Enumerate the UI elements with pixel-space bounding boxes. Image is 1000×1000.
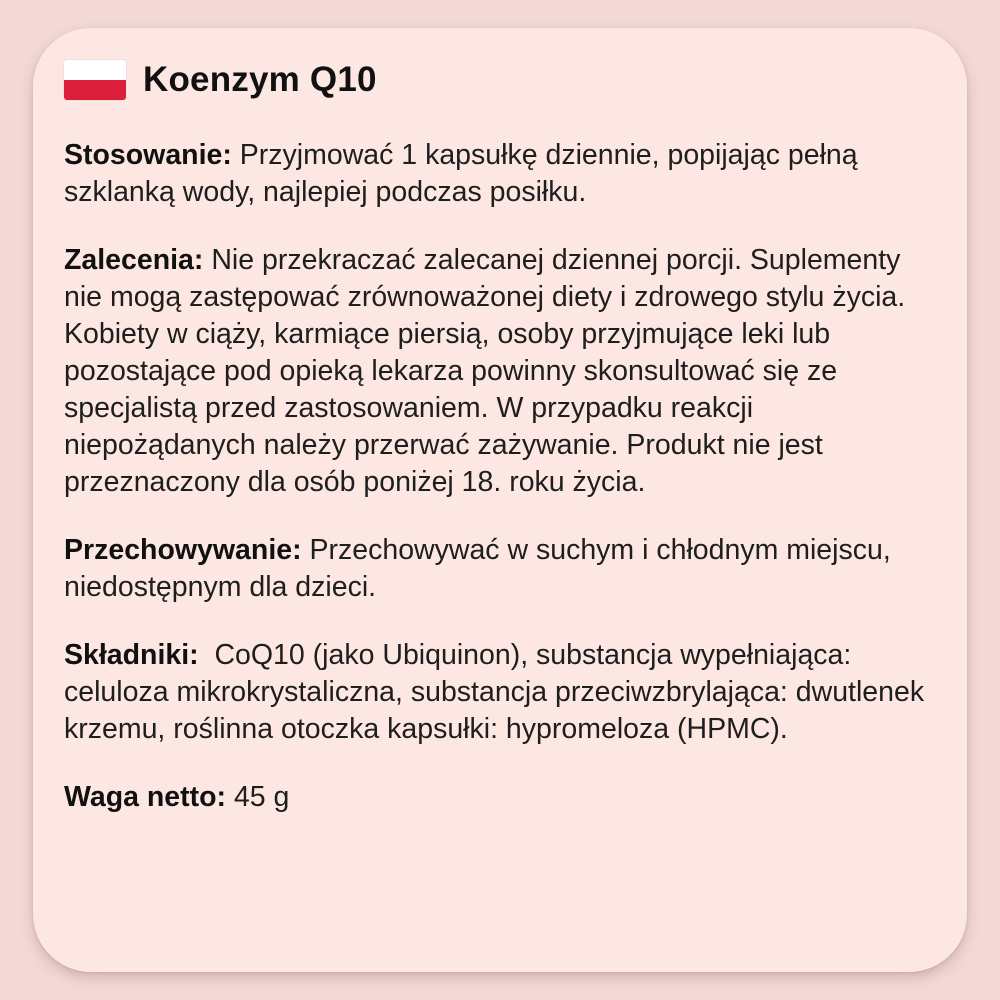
section-stosowanie	[64, 137, 937, 211]
section-text: Nie przekraczać zalecanej dziennej porcji. Suplementy nie mogą zastępować zrównoważonej diety i zdrowego stylu życia. Kobiety w ciąży, karmiące piersią, osoby przyjmujące leki lub pozostające pod opieką lekarza powinny skonsultować się ze specjalistą przed zastosowaniem. W przypadku reakcji niepożądanych należy przerwać zażywanie. Produkt nie jest przeznaczony dla osób poniżej 18. roku życia.	[64, 244, 906, 498]
section-text: Przechowywać w suchym i chłodnym miejscu, niedostępnym dla dzieci.	[64, 534, 891, 603]
section-label: Stosowanie:	[64, 139, 232, 171]
section-text: 45 g	[226, 781, 290, 813]
product-info-card	[33, 28, 967, 972]
section-przechowywanie	[64, 532, 937, 606]
flag-white-stripe	[64, 60, 126, 80]
section-label: Waga netto:	[64, 781, 227, 813]
flag-red-stripe	[64, 80, 126, 100]
section-text: CoQ10 (jako Ubiquinon), substancja wypełniająca: celuloza mikrokrystaliczna, substancja przeciwzbrylająca: dwutlenek krzemu, roślinna otoczka kapsułki: hypromeloza (HPMC).	[64, 639, 933, 745]
section-skladniki	[64, 637, 937, 748]
section-label: Składniki:	[64, 639, 199, 671]
section-text: Przyjmować 1 kapsułkę dziennie, popijając pełną szklanką wody, najlepiej podczas posiłku.	[64, 139, 858, 208]
section-label: Przechowywanie:	[64, 534, 302, 566]
section-zalecenia	[64, 242, 937, 501]
product-title: Koenzym Q10	[143, 60, 377, 99]
section-label: Zalecenia:	[64, 244, 204, 276]
poland-flag-icon	[64, 60, 126, 100]
card-header	[64, 45, 937, 115]
section-waga-netto	[64, 779, 937, 816]
